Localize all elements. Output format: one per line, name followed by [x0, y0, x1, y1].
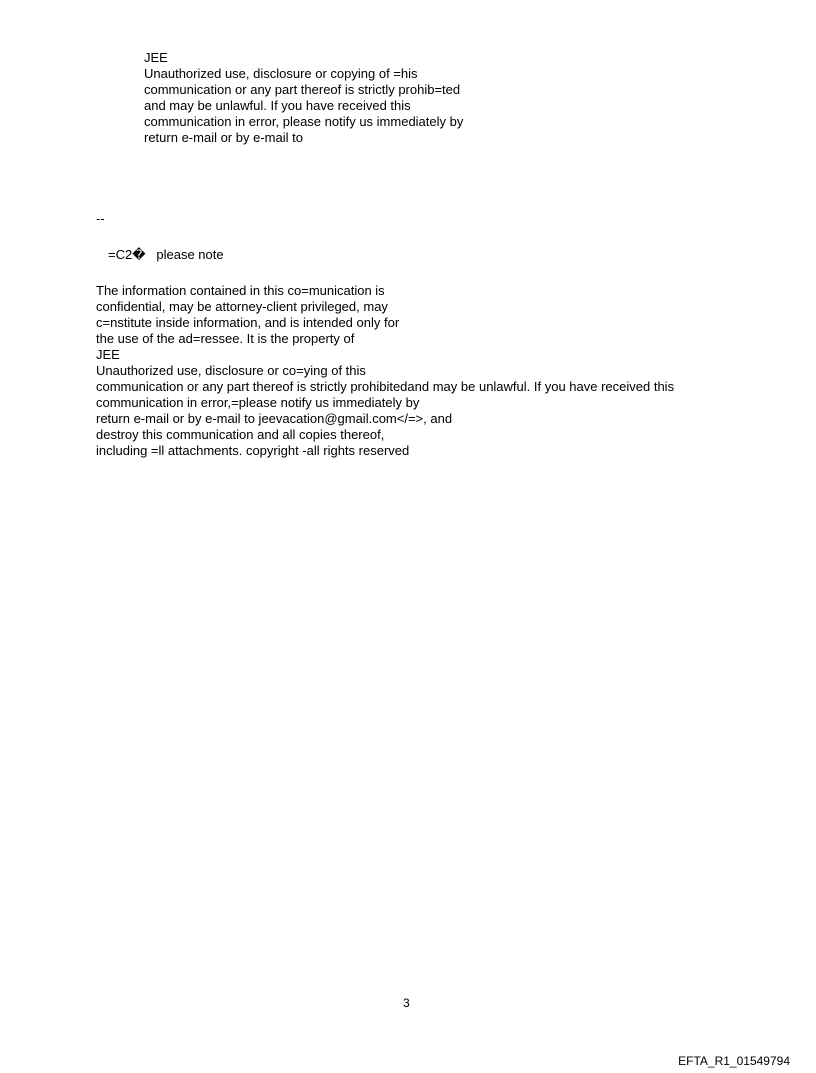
indented-disclaimer-block — [144, 50, 463, 146]
note-line: =C2� please note — [108, 247, 224, 262]
indented-line: and may be unlawful. If you have received this — [144, 98, 411, 113]
main-line: JEE — [96, 347, 120, 362]
signature-separator: -- — [96, 211, 105, 226]
main-line: the use of the ad=ressee. It is the property of — [96, 331, 355, 346]
main-line: confidential, may be attorney-client privileged, may — [96, 299, 388, 314]
indented-line: JEE — [144, 50, 168, 65]
main-line: Unauthorized use, disclosure or co=ying of this — [96, 363, 366, 378]
main-line: including =ll attachments. copyright -all rights reserved — [96, 443, 410, 458]
main-line: communication or any part thereof is strictly prohibitedand may be unlawful. If you have received this — [96, 379, 675, 394]
main-disclaimer-block — [96, 283, 674, 459]
main-line: The information contained in this co=munication is — [96, 283, 385, 298]
main-line: destroy this communication and all copies thereof, — [96, 427, 385, 442]
main-line: return e-mail or by e-mail to jeevacation@gmail.com</=>, and — [96, 411, 453, 426]
document-id-footer: EFTA_R1_01549794 — [678, 1054, 790, 1068]
main-line: c=nstitute inside information, and is intended only for — [96, 315, 400, 330]
indented-line: communication in error, please notify us immediately by — [144, 114, 464, 129]
main-line: communication in error,=please notify us immediately by — [96, 395, 420, 410]
indented-line: Unauthorized use, disclosure or copying of =his — [144, 66, 418, 81]
page-number: 3 — [403, 996, 410, 1010]
indented-line: return e-mail or by e-mail to — [144, 130, 303, 145]
indented-line: communication or any part thereof is strictly prohib=ted — [144, 82, 461, 97]
